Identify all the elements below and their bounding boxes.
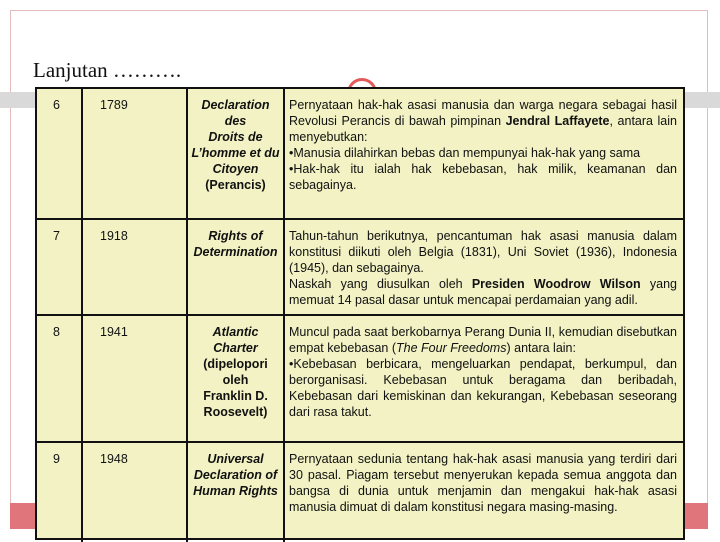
description-paragraph: Pernyataan hak-hak asasi manusia dan warga negara sebagai hasil Revolusi Perancis di bawah pimpinan Jendral Laffayete, antara lain menyebutkan:	[289, 98, 677, 144]
history-table	[35, 87, 685, 540]
row-description	[285, 316, 683, 441]
document-line: Human Rights	[193, 484, 278, 498]
row-document	[188, 443, 285, 542]
table-row	[37, 220, 683, 316]
document-line: Determination	[193, 245, 278, 259]
description-paragraph: Naskah yang diusulkan oleh Presiden Woodrow Wilson yang memuat 14 pasal dasar untuk mencapai perdamaian yang adil.	[289, 277, 677, 307]
row-description	[285, 443, 683, 542]
row-number: 9	[37, 443, 83, 542]
bullet-item: •Kebebasan berbicara, mengeluarkan pendapat, berkumpul, dan berorganisasi. Kebebasan untuk beragama dan beribadah, Kebebasan dari kemiskinan dan kekurangan, Kebebasan seseorang dari rasa takut.	[289, 357, 677, 419]
document-line: (dipelopori oleh	[203, 357, 268, 387]
row-number: 6	[37, 89, 83, 218]
document-line: Droits de	[208, 130, 263, 144]
table-row	[37, 316, 683, 443]
row-document	[188, 220, 285, 314]
row-document	[188, 316, 285, 441]
document-country: (Perancis)	[205, 178, 266, 192]
row-year: 1948	[83, 443, 188, 542]
document-line: Rights of	[208, 229, 263, 243]
row-number: 7	[37, 220, 83, 314]
row-year: 1789	[83, 89, 188, 218]
table-row	[37, 443, 683, 542]
description-paragraph: Muncul pada saat berkobarnya Perang Dunia II, kemudian disebutkan empat kebebasan (The Four Freedoms) antara lain:	[289, 325, 677, 355]
bullet-item: •Manusia dilahirkan bebas dan mempunyai hak-hak yang sama	[289, 146, 641, 160]
description-paragraph: Tahun-tahun berikutnya, pencantuman hak asasi manusia dalam konstitusi diikuti oleh Belgia (1831), Uni Soviet (1936), Indonesia (1945), dan sebagainya.	[289, 229, 677, 275]
description-paragraph: Pernyataan sedunia tentang hak-hak asasi manusia yang terdiri dari 30 pasal. Piagam tersebut menyerukan kepada semua anggota dan bangsa di dunia untuk menjamin dan mengakui hak-hak asasi manusia dimuat di dalam konstitusi negara masing-masing.	[289, 452, 677, 514]
document-line: Declaration of	[193, 468, 278, 482]
document-line: Citoyen	[212, 162, 259, 176]
table-row	[37, 89, 683, 220]
row-description	[285, 89, 683, 218]
document-line: Universal	[207, 452, 264, 466]
row-description	[285, 220, 683, 314]
document-line: L’homme et du	[191, 146, 280, 160]
row-document	[188, 89, 285, 218]
row-year: 1918	[83, 220, 188, 314]
row-number: 8	[37, 316, 83, 441]
document-line: Atlantic Charter	[212, 325, 259, 355]
row-year: 1941	[83, 316, 188, 441]
slide-title: Lanjutan ……….	[33, 58, 182, 82]
document-line: Franklin D.	[203, 389, 268, 403]
document-line: Declaration des	[201, 98, 270, 128]
document-line: Roosevelt)	[203, 405, 268, 419]
bullet-item: •Hak-hak itu ialah hak kebebasan, hak milik, keamanan dan sebagainya.	[289, 162, 677, 192]
